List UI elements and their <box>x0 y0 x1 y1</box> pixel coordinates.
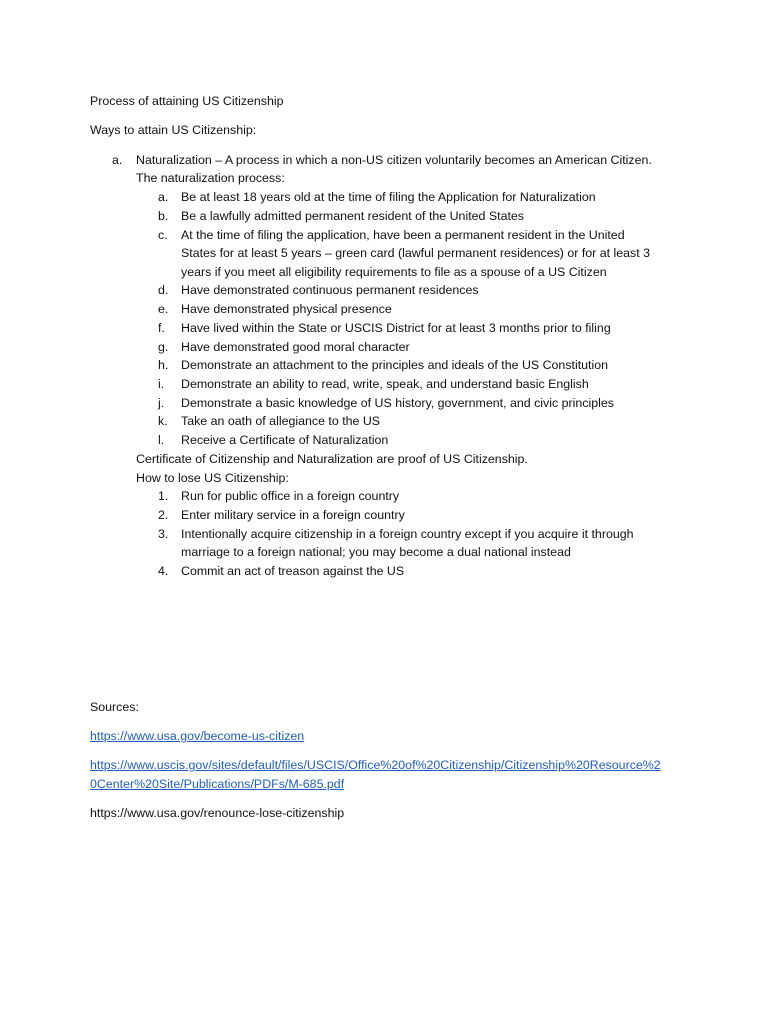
list-item: At the time of filing the application, have been a permanent resident in the United <box>181 228 625 242</box>
source-link-usa-gov-become-citizen[interactable]: https://www.usa.gov/become-us-citizen <box>90 729 305 743</box>
list-item: Demonstrate an attachment to the principles and ideals of the US Constitution <box>181 358 609 372</box>
list-item: Take an oath of allegiance to the US <box>181 414 381 428</box>
list-marker: b. <box>158 209 169 223</box>
list-marker: a. <box>158 190 169 204</box>
list-item-continued: States for at least 5 years – green card (lawful permanent residences) or for at least 3 <box>181 246 651 260</box>
list-marker: 4. <box>158 564 169 578</box>
document-title: Process of attaining US Citizenship <box>90 94 284 108</box>
list-marker: h. <box>158 358 169 372</box>
source-link-uscis-pdf[interactable]: https://www.uscis.gov/sites/default/files/USCIS/Office%20of%20Citizenship/Citizenship%20Resource%2 <box>90 758 661 772</box>
list-marker: 1. <box>158 489 169 503</box>
sources-heading: Sources: <box>90 700 139 714</box>
list-marker: g. <box>158 340 169 354</box>
ways-heading: Ways to attain US Citizenship: <box>90 123 257 137</box>
source-link-uscis-pdf-continued[interactable]: 0Center%20Site/Publications/PDFs/M-685.pdf <box>90 777 345 791</box>
list-marker: d. <box>158 283 169 297</box>
list-marker: 2. <box>158 508 169 522</box>
list-item-continued: years if you meet all eligibility requirements to file as a spouse of a US Citizen <box>181 265 607 279</box>
list-item: Have demonstrated good moral character <box>181 340 410 354</box>
list-marker: e. <box>158 302 169 316</box>
list-item: Commit an act of treason against the US <box>181 564 405 578</box>
list-item: Demonstrate an ability to read, write, speak, and understand basic English <box>181 377 589 391</box>
list-marker: k. <box>158 414 168 428</box>
list-item: Have lived within the State or USCIS District for at least 3 months prior to filing <box>181 321 611 335</box>
list-item: Be a lawfully admitted permanent resident of the United States <box>181 209 524 223</box>
list-item: Have demonstrated physical presence <box>181 302 392 316</box>
list-marker: f. <box>158 321 165 335</box>
list-marker: c. <box>158 228 168 242</box>
list-marker: a. <box>112 153 123 167</box>
list-item: Demonstrate a basic knowledge of US history, government, and civic principles <box>181 396 614 410</box>
source-text-renounce: https://www.usa.gov/renounce-lose-citizenship <box>90 806 345 820</box>
list-item: Intentionally acquire citizenship in a foreign country except if you acquire it through <box>181 527 634 541</box>
proof-note: Certificate of Citizenship and Naturalization are proof of US Citizenship. <box>136 452 528 466</box>
list-item: Have demonstrated continuous permanent residences <box>181 283 479 297</box>
list-marker: i. <box>158 377 165 391</box>
list-marker: l. <box>158 433 165 447</box>
list-marker: 3. <box>158 527 169 541</box>
list-item: Run for public office in a foreign country <box>181 489 400 503</box>
list-item: Receive a Certificate of Naturalization <box>181 433 389 447</box>
list-marker: j. <box>158 396 165 410</box>
list-item-continued: marriage to a foreign national; you may become a dual national instead <box>181 545 571 559</box>
list-item: Enter military service in a foreign country <box>181 508 405 522</box>
lose-heading: How to lose US Citizenship: <box>136 471 289 485</box>
list-item: Be at least 18 years old at the time of filing the Application for Naturalization <box>181 190 596 204</box>
naturalization-process-label: The naturalization process: <box>136 171 285 185</box>
naturalization-text: Naturalization – A process in which a non-US citizen voluntarily becomes an American Citizen. <box>136 153 652 167</box>
